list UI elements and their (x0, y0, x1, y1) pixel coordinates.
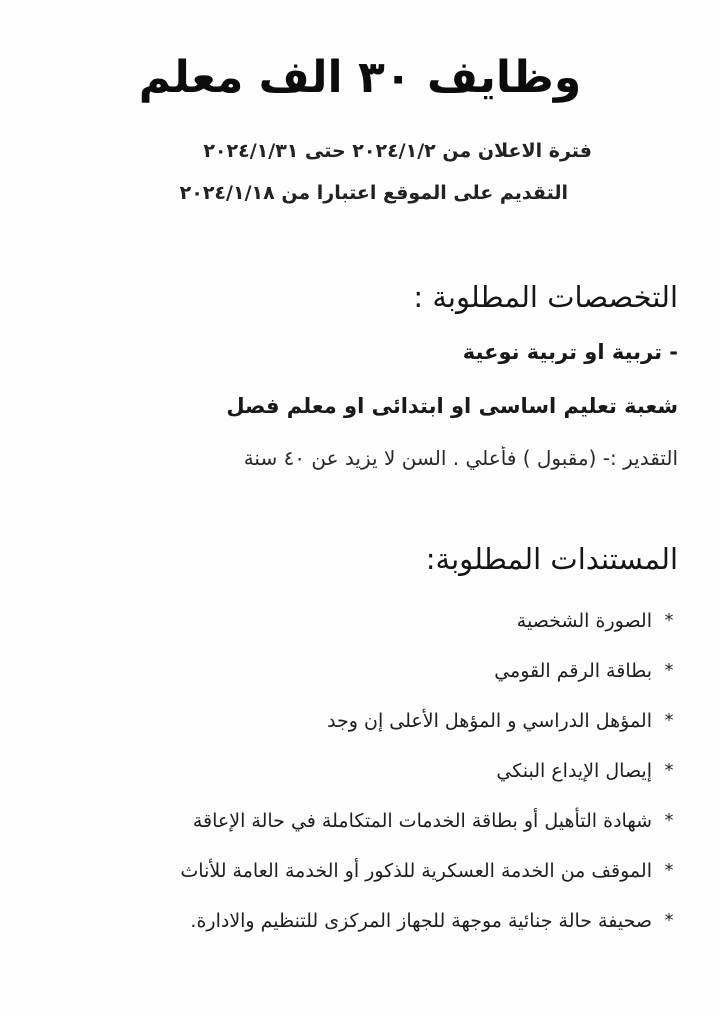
grade-age-requirement: التقدير :- (مقبول ) فأعلي . السن لا يزيد عن ٤٠ سنة (243, 446, 678, 470)
asterisk-bullet: * (664, 860, 674, 881)
list-item (30, 854, 680, 904)
asterisk-bullet: * (664, 710, 674, 731)
document-item-text: الصورة الشخصية (516, 610, 652, 632)
document-item-text: بطاقة الرقم القومي (494, 660, 652, 682)
asterisk-bullet: * (664, 760, 674, 781)
specializations-heading: التخصصات المطلوبة : (413, 280, 678, 314)
list-item (30, 804, 680, 854)
document-item-text: الموقف من الخدمة العسكرية للذكور أو الخدمة العامة للأناث (180, 860, 652, 882)
list-item (30, 654, 680, 704)
asterisk-bullet: * (664, 810, 674, 831)
asterisk-bullet: * (664, 610, 674, 631)
asterisk-bullet: * (664, 660, 674, 681)
specialization-line-education: - تربية او تربية نوعية (462, 340, 678, 364)
documents-heading: المستندات المطلوبة: (425, 542, 678, 576)
list-item (30, 604, 680, 654)
list-item (30, 704, 680, 754)
announcement-period: فترة الاعلان من ٢٠٢٤/١/٢ حتى ٢٠٢٤/١/٣١ (203, 140, 592, 162)
documents-list (30, 604, 680, 954)
list-item (30, 754, 680, 804)
page-title: وظايف ٣٠ الف معلم (138, 52, 582, 103)
document-item-text: شهادة التأهيل أو بطاقة الخدمات المتكاملة في حالة الإعاقة (192, 810, 652, 832)
asterisk-bullet: * (664, 910, 674, 931)
document-item-text: المؤهل الدراسي و المؤهل الأعلى إن وجد (327, 710, 652, 732)
document-item-text: إيصال الإيداع البنكي (496, 760, 652, 782)
specialization-line-branch: شعبة تعليم اساسى او ابتدائى او معلم فصل (226, 394, 678, 418)
document-item-text: صحيفة حالة جنائية موجهة للجهاز المركزى للتنظيم والادارة. (190, 910, 652, 932)
application-start-date: التقديم على الموقع اعتبارا من ٢٠٢٤/١/١٨ (179, 182, 568, 204)
list-item (30, 904, 680, 954)
